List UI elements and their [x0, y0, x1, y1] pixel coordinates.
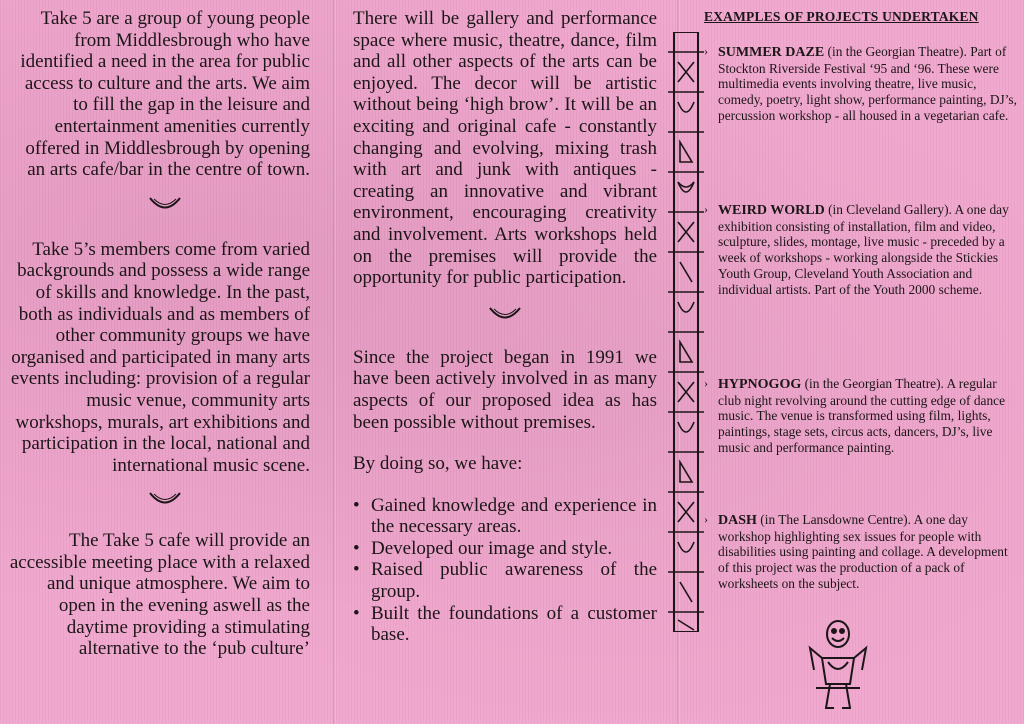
column-left [6, 8, 310, 660]
list-item: • Built the foundations of a customer base. [353, 602, 657, 646]
list-item: • Gained knowledge and experience in the necessary areas. [353, 494, 657, 538]
project-hypnogog: › HYPNOGOG (in the Georgian Theatre). A regular club night revolving around the cutting edge of dance music. The venue is transformed using film, lights, paintings, stage sets, circus acts, dancers, DJ’s, live music and performance painting. [704, 376, 1006, 455]
project-weird-world: › WEIRD WORLD (in Cleveland Gallery). A one day exhibition consisting of installation, film and video, sculpture, slides, montage, live music - preceded by a week of workshops - working alongside the Stickies Youth Group, Cleveland Youth Association and individual artists. Part of the Youth 2000 scheme. [704, 202, 1009, 297]
list-item: • Developed our image and style. [353, 537, 613, 559]
column-right [666, 6, 1022, 591]
smile-icon [148, 195, 182, 213]
paragraph-gallery: There will be gallery and performance space where music, theatre, dance, film and all other aspects of the arts can be enjoyed. The decor will be artistic without being ‘high brow’. It will be an exciting and original cafe - constantly changing and evolving, mixing trash with art and junk with antiques - creating an innovative and vibrant environment, encouraging creativity and involvement. Arts workshops held on the premises will provide the opportunity for public participation. [353, 8, 657, 289]
paragraph-members: Take 5’s members come from varied backgrounds and possess a wide range of skills and knowledge. In the past, both as individuals and as members of other community groups we have organised and participated in many arts events including: provision of a regular music venue, community arts workshops, murals, art exhibitions and participation in the local, national and international music scene. [10, 238, 310, 476]
totem-illustration [666, 32, 706, 632]
arrow-icon: › [704, 376, 708, 390]
smile-icon [488, 305, 522, 323]
arrow-icon: › [704, 512, 708, 526]
paragraph-cafe: The Take 5 cafe will provide an accessible meeting place with a relaxed and unique atmosphere. We aim to open in the evening aswell as the daytime providing a stimulating alternative to the ‘pub culture’ [9, 530, 310, 660]
list-item: • Raised public awareness of the group. [353, 559, 657, 603]
project-dash: › DASH (in The Lansdowne Centre). A one day workshop highlighting sex issues for people with disabilities using painting and collage. A development of this project was the production of a pack of worksheets on the subject. [704, 512, 1008, 591]
arrow-icon: › [704, 202, 708, 216]
smile-icon [148, 490, 182, 508]
column-middle [353, 8, 657, 646]
fold-line-1 [333, 0, 336, 724]
achievements-list [353, 495, 657, 646]
projects-heading: EXAMPLES OF PROJECTS UNDERTAKEN [704, 9, 979, 24]
paragraph-history: Since the project began in 1991 we have been actively involved in as many aspects of our proposed idea as has been possible without premises. [353, 346, 657, 433]
mascot-illustration [806, 618, 870, 712]
arrow-icon: › [704, 44, 708, 58]
paragraph-intro: Take 5 are a group of young people from Middlesbrough who have identified a need in the area for public access to culture and the arts. We aim to fill the gap in the leisure and entertainment amenities currently offered in Middlesbrough by opening an arts cafe/bar in the centre of town. [20, 8, 310, 181]
project-summer-daze: › SUMMER DAZE (in the Georgian Theatre). Part of Stockton Riverside Festival ‘95 and ‘96. These were multimedia events involving theatre, live music, comedy, poetry, light show, performance painting, DJ’s, percussion workshop - all housed in a vegetarian cafe. [704, 44, 1017, 123]
paragraph-achievements-intro: By doing so, we have: [353, 453, 523, 475]
